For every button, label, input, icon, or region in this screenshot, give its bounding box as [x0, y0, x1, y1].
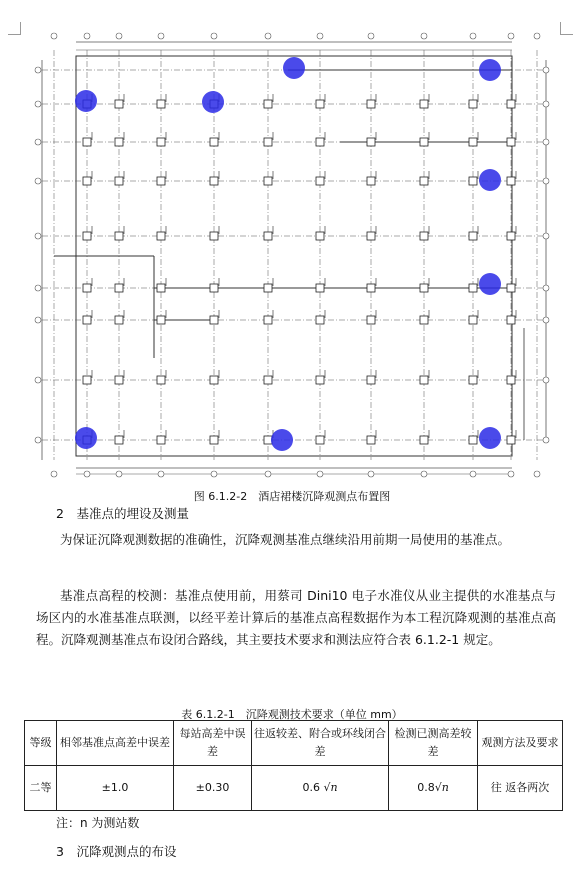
column-mark: [420, 376, 428, 384]
settlement-spec-table: [24, 720, 563, 811]
column-mark: [316, 138, 324, 146]
axis-bubble: [35, 285, 41, 291]
settlement-marker: [75, 90, 97, 112]
column-mark: [420, 100, 428, 108]
table-title: 表 6.1.2-1 沉降观测技术要求（单位 mm）: [181, 708, 403, 721]
column-mark: [157, 284, 165, 292]
column-mark: [420, 316, 428, 324]
column-mark: [469, 436, 477, 444]
cell-closure-error: [252, 766, 389, 811]
column-mark: [420, 284, 428, 292]
column-mark: [264, 376, 272, 384]
column-mark: [469, 284, 477, 292]
column-mark: [264, 177, 272, 185]
settlement-marker: [283, 57, 305, 79]
axis-bubble: [470, 471, 476, 477]
column-mark: [210, 436, 218, 444]
settlement-marker: [479, 59, 501, 81]
cell-recheck-difference: [389, 766, 478, 811]
axis-bubble: [35, 437, 41, 443]
axis-bubble: [317, 33, 323, 39]
column-mark: [115, 284, 123, 292]
sqrt-n-symbol: √n: [323, 781, 338, 794]
column-mark: [316, 376, 324, 384]
column-mark: [469, 138, 477, 146]
column-mark: [507, 284, 515, 292]
column-mark: [210, 376, 218, 384]
header-grade: 等级: [25, 721, 57, 766]
axis-bubble: [51, 471, 57, 477]
axis-bubble: [211, 33, 217, 39]
column-mark: [367, 436, 375, 444]
column-mark: [115, 100, 123, 108]
axis-bubble: [543, 285, 549, 291]
column-mark: [210, 177, 218, 185]
axis-bubble: [116, 33, 122, 39]
settlement-point-layout-plan: [30, 28, 554, 480]
section-3-title: 3 沉降观测点的布设: [56, 844, 177, 859]
axis-bubble: [543, 178, 549, 184]
column-mark: [83, 177, 91, 185]
column-mark: [157, 138, 165, 146]
header-adjacent-benchmark-error: 相邻基准点高差中误差: [57, 721, 174, 766]
column-mark: [210, 232, 218, 240]
axis-bubble: [543, 139, 549, 145]
axis-bubble: [84, 471, 90, 477]
column-mark: [316, 100, 324, 108]
column-mark: [210, 316, 218, 324]
cell-grade: 二等: [25, 766, 57, 811]
column-mark: [157, 232, 165, 240]
column-mark: [469, 177, 477, 185]
axis-bubble: [35, 139, 41, 145]
cell-method: 往 返各两次: [478, 766, 563, 811]
column-mark: [469, 100, 477, 108]
axis-bubble: [543, 101, 549, 107]
column-mark: [507, 376, 515, 384]
column-mark: [316, 436, 324, 444]
axis-bubble: [35, 67, 41, 73]
column-mark: [507, 177, 515, 185]
settlement-marker: [75, 427, 97, 449]
closure-coefficient: 0.6: [302, 781, 320, 794]
cell-adjacent-benchmark-error: ±1.0: [57, 766, 174, 811]
column-mark: [367, 316, 375, 324]
sqrt-n-symbol: √n: [434, 781, 449, 794]
axis-bubble: [470, 33, 476, 39]
column-mark: [83, 232, 91, 240]
column-mark: [507, 232, 515, 240]
column-mark: [316, 232, 324, 240]
column-mark: [507, 100, 515, 108]
recheck-coefficient: 0.8: [417, 781, 435, 794]
axis-bubble: [84, 33, 90, 39]
column-mark: [157, 436, 165, 444]
table-note: 注：n 为测站数: [56, 816, 140, 830]
column-mark: [469, 232, 477, 240]
axis-bubble: [543, 233, 549, 239]
axis-bubble: [35, 178, 41, 184]
settlement-marker: [271, 429, 293, 451]
column-mark: [157, 177, 165, 185]
axis-bubble: [158, 471, 164, 477]
header-method: 观测方法及要求: [478, 721, 563, 766]
table-header-row: [25, 721, 563, 766]
axis-bubble: [421, 471, 427, 477]
column-mark: [83, 138, 91, 146]
column-mark: [367, 138, 375, 146]
column-mark: [210, 284, 218, 292]
column-mark: [264, 316, 272, 324]
axis-bubble: [508, 33, 514, 39]
axis-bubble: [421, 33, 427, 39]
column-mark: [115, 376, 123, 384]
column-mark: [264, 138, 272, 146]
table-row: [25, 766, 563, 811]
axis-bubble: [158, 33, 164, 39]
column-mark: [264, 100, 272, 108]
column-mark: [316, 284, 324, 292]
column-mark: [420, 138, 428, 146]
column-mark: [264, 232, 272, 240]
axis-bubble: [51, 33, 57, 39]
header-per-station-error: 每站高差中误差: [174, 721, 252, 766]
settlement-marker: [479, 427, 501, 449]
section-2-title: 2 基准点的埋设及测量: [56, 506, 189, 521]
column-mark: [115, 316, 123, 324]
column-mark: [264, 284, 272, 292]
settlement-marker: [479, 273, 501, 295]
axis-bubble: [211, 471, 217, 477]
settlement-marker: [479, 169, 501, 191]
column-mark: [264, 436, 272, 444]
column-mark: [507, 316, 515, 324]
header-recheck-difference: 检测已测高差较差: [389, 721, 478, 766]
column-mark: [469, 316, 477, 324]
column-mark: [316, 316, 324, 324]
column-mark: [115, 177, 123, 185]
paragraph-benchmark-calibration: 基准点高程的校测：基准点使用前，用蔡司 Dini10 电子水准仪从业主提供的水准基点与场区内的水准基准点联测，以经平差计算后的基准点高程数据作为本工程沉降观测的基准点高程。沉降观测基准点布设闭合路线，其主要技术要求和测法应符合表 6.1.2-1 规定。: [36, 588, 556, 647]
axis-bubble: [35, 233, 41, 239]
column-mark: [367, 100, 375, 108]
page-corner-mark-left: [8, 22, 21, 35]
axis-bubble: [35, 317, 41, 323]
column-mark: [420, 436, 428, 444]
axis-bubble: [368, 471, 374, 477]
axis-bubble: [35, 377, 41, 383]
axis-bubble: [265, 33, 271, 39]
column-mark: [115, 436, 123, 444]
column-mark: [83, 316, 91, 324]
axis-bubble: [534, 471, 540, 477]
axis-bubble: [508, 471, 514, 477]
column-mark: [115, 138, 123, 146]
axis-bubble: [317, 471, 323, 477]
column-mark: [420, 232, 428, 240]
column-mark: [507, 138, 515, 146]
column-mark: [367, 284, 375, 292]
axis-bubble: [543, 437, 549, 443]
cell-per-station-error: ±0.30: [174, 766, 252, 811]
column-mark: [316, 177, 324, 185]
axis-bubble: [543, 377, 549, 383]
column-mark: [157, 376, 165, 384]
axis-bubble: [35, 101, 41, 107]
page-corner-mark-right: [560, 22, 573, 35]
column-mark: [367, 376, 375, 384]
axis-bubble: [543, 67, 549, 73]
column-mark: [210, 138, 218, 146]
column-mark: [83, 376, 91, 384]
column-mark: [83, 284, 91, 292]
axis-bubble: [116, 471, 122, 477]
axis-bubble: [265, 471, 271, 477]
axis-bubble: [543, 317, 549, 323]
column-mark: [367, 177, 375, 185]
column-mark: [157, 100, 165, 108]
settlement-marker: [202, 91, 224, 113]
column-mark: [115, 232, 123, 240]
paragraph-benchmark-reuse: 为保证沉降观测数据的准确性，沉降观测基准点继续沿用前期一局使用的基准点。: [60, 532, 511, 547]
axis-bubble: [534, 33, 540, 39]
axis-bubble: [368, 33, 374, 39]
column-mark: [367, 232, 375, 240]
header-closure-error: 往返较差、附合或环线闭合差: [252, 721, 389, 766]
column-mark: [157, 316, 165, 324]
figure-caption: 图 6.1.2-2 酒店裙楼沉降观测点布置图: [193, 490, 391, 503]
column-mark: [507, 436, 515, 444]
column-mark: [420, 177, 428, 185]
column-mark: [469, 376, 477, 384]
